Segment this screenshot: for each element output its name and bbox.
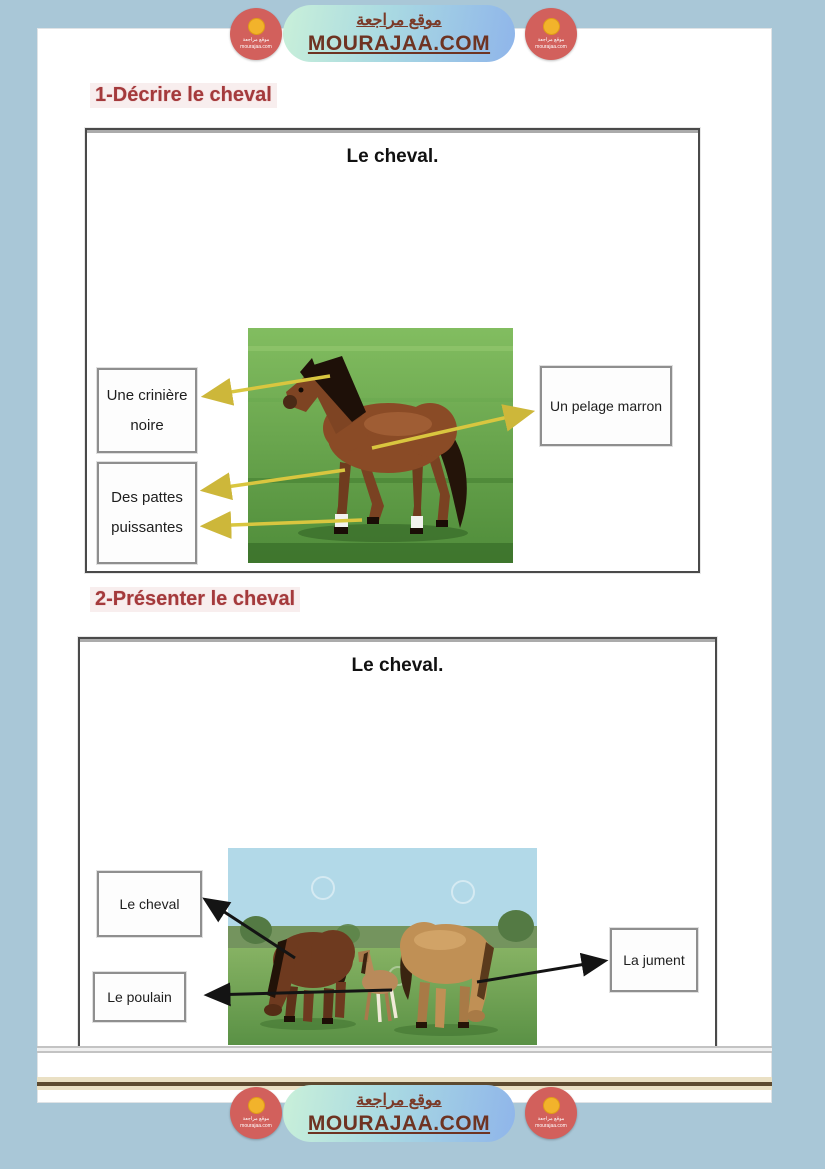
section-1-heading: 1-Décrire le cheval bbox=[90, 83, 277, 108]
site-name: MOURAJAA.COM bbox=[307, 1111, 491, 1135]
horse-family-photo bbox=[228, 848, 537, 1045]
section-2-heading: 2-Présenter le cheval bbox=[90, 587, 300, 612]
label-box-mare: La jument bbox=[610, 928, 698, 992]
logo-arabic-text: موقع مراجعة bbox=[242, 37, 270, 43]
label-box-legs: Des pattes puissantes bbox=[97, 462, 197, 564]
arabic-site-title: موقع مراجعة bbox=[356, 1091, 442, 1109]
label-box-coat: Un pelage marron bbox=[540, 366, 672, 446]
site-logo bbox=[230, 8, 282, 60]
site-name: MOURAJAA.COM bbox=[307, 31, 491, 55]
logo-arabic-text: موقع مراجعة bbox=[537, 37, 565, 43]
logo-mark-icon bbox=[248, 1097, 265, 1114]
arabic-site-title: موقع مراجعة bbox=[356, 11, 442, 29]
horse-photo bbox=[248, 328, 513, 563]
logo-domain-text: mourajaa.com bbox=[240, 43, 272, 50]
label-box-foal: Le poulain bbox=[93, 972, 186, 1022]
box-1-title: Le cheval. bbox=[346, 146, 439, 167]
label-box-horse: Le cheval bbox=[97, 871, 202, 937]
logo-arabic-text: موقع مراجعة bbox=[537, 1116, 565, 1122]
label-box-mane: Une crinière noire bbox=[97, 368, 197, 453]
site-logo bbox=[525, 1087, 577, 1139]
logo-domain-text: mourajaa.com bbox=[535, 1122, 567, 1129]
box-2-title: Le cheval. bbox=[351, 655, 444, 676]
logo-mark-icon bbox=[248, 18, 265, 35]
logo-mark-icon bbox=[543, 1097, 560, 1114]
header-banner bbox=[283, 5, 515, 62]
footer-banner bbox=[283, 1085, 515, 1142]
site-logo bbox=[230, 1087, 282, 1139]
logo-domain-text: mourajaa.com bbox=[240, 1122, 272, 1129]
logo-domain-text: mourajaa.com bbox=[535, 43, 567, 50]
site-logo bbox=[525, 8, 577, 60]
logo-mark-icon bbox=[543, 18, 560, 35]
page-break-rule bbox=[37, 1046, 772, 1053]
logo-arabic-text: موقع مراجعة bbox=[242, 1116, 270, 1122]
